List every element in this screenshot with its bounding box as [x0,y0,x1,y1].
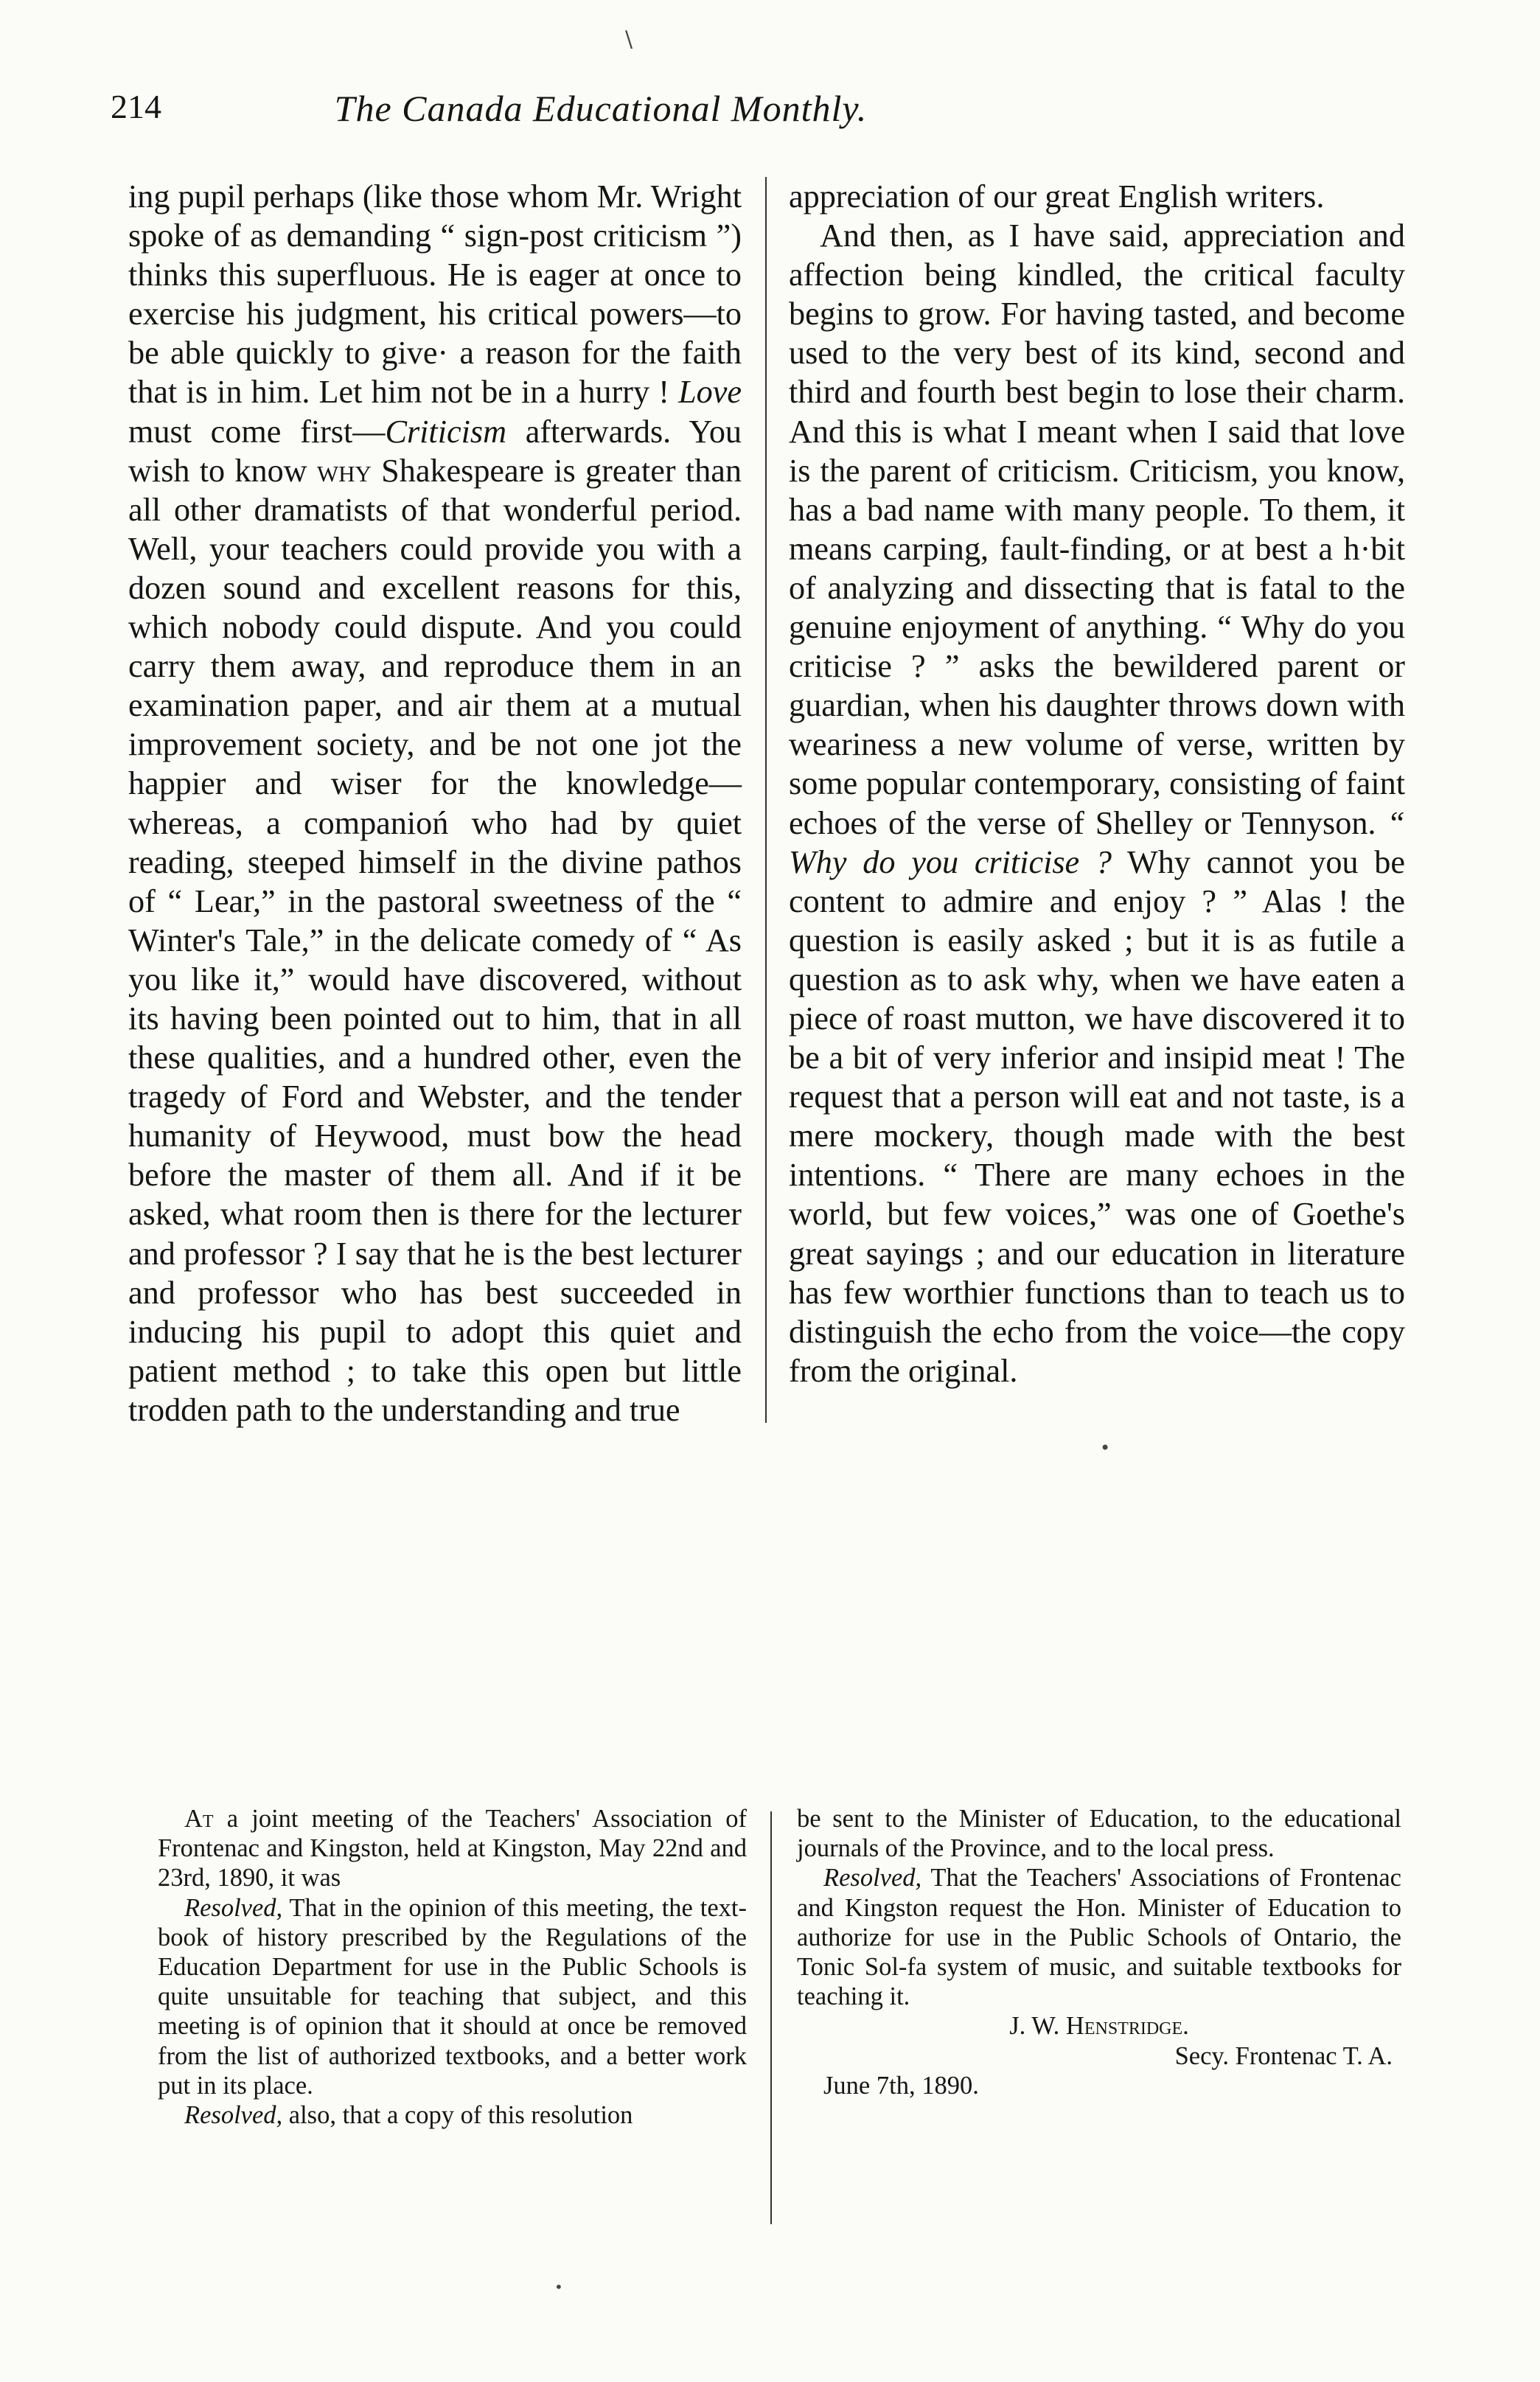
resolution-copy-continued: be sent to the Minister of Education, to the educational journals of the Province, and to the local press. [797,1805,1401,1863]
left-column [128,177,742,1429]
signature-title: Secy. Frontenac T. A. [1174,2041,1393,2070]
running-title: The Canada Educational Monthly. [334,88,868,129]
right-column [789,177,1405,1390]
stray-mark: \ [625,27,633,52]
notice-left-column [158,1804,747,2130]
resolution-history-textbook: Resolved, That in the opinion of this meeting, the text-book of history prescribed by the Regulations of the Education Department for use in the Public Schools is quite unsuitable for teaching that subject, and this meeting is of opinion that it should at once be removed from the list of authorized textbooks, and a better work put in its place. [158,1893,747,2100]
notice-intro: At a joint meeting of the Teachers' Association of Frontenac and Kingston, held at Kingston, May 22nd and 23rd, 1890, it was [158,1805,747,1892]
right-paragraph-continued: appreciation of our great English writers. [789,178,1325,215]
signature-name: J. W. Henstridge. [1009,2012,1189,2041]
dot-mark: • [1100,1438,1111,1458]
notice-date: June 7th, 1890. [823,2071,979,2100]
notice-right-column [797,1804,1401,2100]
notice-divider [770,1811,772,2224]
resolution-copy: Resolved, also, that a copy of this resolution [184,2101,633,2130]
page-number: 214 [111,88,161,125]
dot-mark: • [554,2278,563,2296]
page-header [111,87,1091,139]
column-divider [765,177,767,1423]
resolution-tonic-sol-fa: Resolved, That the Teachers' Associations of Frontenac and Kingston request the Hon. Minister of Education to authorize for use in the Public Schools of Ontario, the Tonic Sol-fa system of music, and suitable textbooks for teaching it. [797,1864,1401,2011]
right-paragraph: And then, as I have said, appreciation and affection being kindled, the critical faculty begins to grow. For having tasted, and become used to the very best of its kind, second and third and fourth best begin to lose their charm. And this is what I meant when I said that love is the parent of criticism. Criticism, you know, has a bad name with many people. To them, it means carping, fault-finding, or at best a h·bit of analyzing and dissecting that is fatal to the genuine enjoyment of anything. “ Why do you criticise ? ” asks the bewildered parent or guardian, when his daughter throws down with weariness a new volume of verse, written by some popular contemporary, consisting of faint echoes of the verse of Shelley or Tennyson. “ Why do you criticise ? Why cannot you be content to admire and enjoy ? ” Alas ! the question is easily asked ; but it is as futile a question as to ask why, when we have eaten a piece of roast mutton, we have discovered it to be a bit of very inferior and insipid meat ! The request that a person will eat and not taste, is a mere mockery, though made with the best intentions. “ There are many echoes in the world, but few voices,” was one of Goethe's great sayings ; and our education in literature has few worthier functions than to teach us to distinguish the echo from the voice—the copy from the original. [789,217,1405,1389]
left-paragraph: ing pupil perhaps (like those whom Mr. Wright spoke of as demanding “ sign-post criticism ”) thinks this superfluous. He is eager at once to exercise his judgment, his critical powers—to be able quickly to give· a reason for the faith that is in him. Let him not be in a hurry ! Love must come first—Criticism afterwards. You wish to know why Shakespeare is greater than all other dramatists of that wonderful period. Well, your teachers could provide you with a dozen sound and excellent reasons for this, which nobody could dispute. And you could carry them away, and reproduce them in an examination paper, and air them at a mutual improvement society, and be not one jot the happier and wiser for the knowledge—whereas, a companioń who had by quiet reading, steeped himself in the divine pathos of “ Lear,” in the pastoral sweetness of the “ Winter's Tale,” in the delicate comedy of “ As you like it,” would have discovered, without its having been pointed out to him, that in all these qualities, and a hundred other, even the tragedy of Ford and Webster, and the tender humanity of Heywood, must bow the head before the master of them all. And if it be asked, what room then is there for the lecturer and professor ? I say that he is the best lecturer and professor who has best succeeded in inducing his pupil to adopt this quiet and patient method ; to take this open but little trodden path to the understanding and true [128,178,742,1428]
